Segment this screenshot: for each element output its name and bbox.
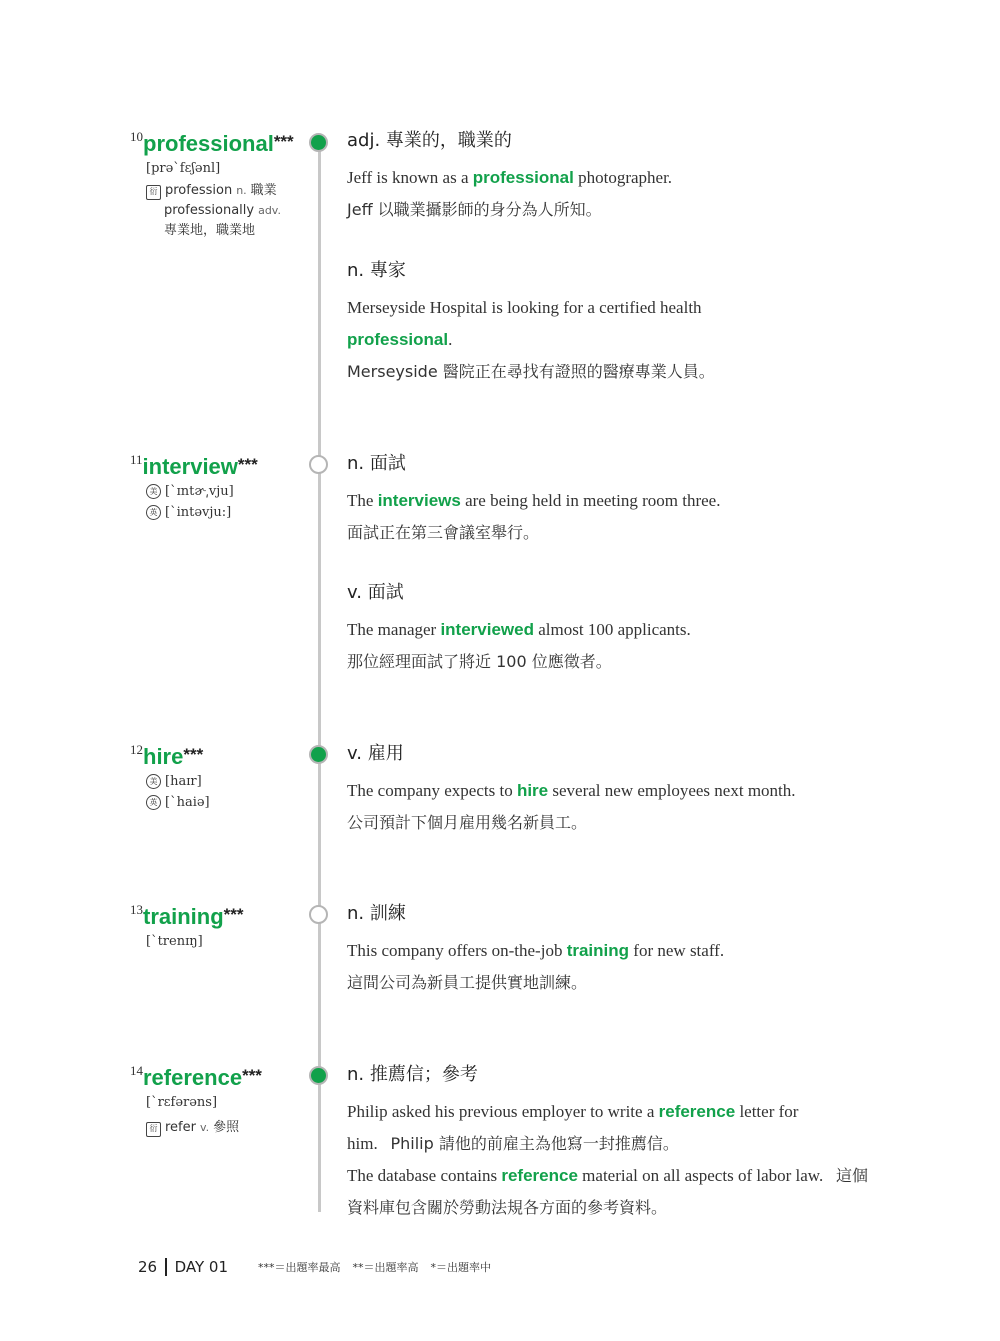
- headword: [130, 903, 315, 928]
- us-marker-icon: 美: [146, 774, 161, 789]
- frequency-stars: ***: [242, 1066, 262, 1085]
- example-translation: 公司預計下個月雇用幾名新員工。: [347, 813, 588, 832]
- derivative-marker-icon: 衍: [146, 185, 161, 200]
- headword-text: hire: [143, 744, 184, 769]
- derivative-pos: v.: [199, 1121, 210, 1134]
- derivative-marker-icon: 衍: [146, 1122, 161, 1137]
- derivative-pos: adv.: [258, 204, 281, 217]
- sense-block: [347, 582, 887, 678]
- derivatives: [146, 1118, 315, 1138]
- example-translation: 那位經理面試了將近 100 位應徵者。: [347, 652, 612, 671]
- entry-number: 13: [130, 902, 143, 917]
- derivative-word: professionally: [164, 203, 255, 218]
- example-sentence: Philip asked his previous employer to write a reference letter for him. Philip 請他的前雇主為他寫一封推薦信。: [347, 1102, 799, 1153]
- uk-marker-icon: 英: [146, 505, 161, 520]
- sense-block: [347, 903, 887, 999]
- derivative-row: [146, 221, 315, 241]
- highlighted-word: training: [566, 941, 630, 960]
- example-translation: Merseyside 醫院正在尋找有證照的醫療專業人員。: [347, 362, 715, 381]
- headword: [130, 453, 315, 478]
- pronunciation-uk: [146, 795, 315, 810]
- ipa-uk: [`haiə]: [165, 795, 210, 810]
- sense-pos: v. 雇用: [347, 743, 404, 764]
- sense-block: [347, 453, 887, 549]
- pronunciation-us: [146, 774, 315, 789]
- example-sentence: The manager interviewed almost 100 applicants.: [347, 620, 691, 639]
- example-translation: 這間公司為新員工提供實地訓練。: [347, 973, 588, 992]
- frequency-legend: **＝出題率高: [352, 1261, 419, 1274]
- sense-block: [347, 743, 887, 839]
- derivative-word: profession: [165, 183, 233, 198]
- uk-marker-icon: 英: [146, 795, 161, 810]
- pronunciation: [146, 161, 315, 176]
- sense-pos: n. 專家: [347, 260, 406, 281]
- example-translation: Jeff 以職業攝影師的身分為人所知。: [347, 200, 602, 219]
- highlighted-word: professional: [472, 168, 574, 187]
- highlighted-word: interviews: [377, 491, 461, 510]
- pronunciation: [146, 934, 315, 949]
- frequency-stars: ***: [237, 455, 258, 474]
- sense-block: [347, 260, 887, 388]
- page-footer: [138, 1258, 503, 1276]
- headword: [130, 1064, 315, 1089]
- sense-pos: adj. 專業的，職業的: [347, 130, 512, 151]
- entry-number: 10: [130, 129, 143, 144]
- example-sentence: This company offers on-the-job training for new staff.: [347, 941, 725, 960]
- example-translation: 這個資料庫包含關於勞動法規各方面的參考資料。: [347, 1166, 868, 1217]
- entry-number: 14: [130, 1063, 143, 1078]
- ipa-us: [haɪr]: [165, 774, 202, 789]
- entry-number: 11: [130, 452, 143, 467]
- ipa-uk: [`intəvju:]: [165, 505, 232, 520]
- sense-pos: n. 推薦信；參考: [347, 1064, 478, 1085]
- derivative-word: refer: [165, 1120, 196, 1135]
- pronunciation: [146, 1095, 315, 1110]
- example-translation: 面試正在第三會議室舉行。: [347, 523, 540, 542]
- footer-divider: [165, 1258, 167, 1276]
- pronunciation-uk: [146, 505, 315, 520]
- headword: [130, 130, 315, 155]
- day-label: DAY 01: [174, 1258, 228, 1276]
- us-marker-icon: 美: [146, 484, 161, 499]
- entry-professional-head: [130, 130, 315, 241]
- derivative-row: [146, 181, 315, 201]
- derivative-row: [146, 1118, 315, 1138]
- entry-training-head: [130, 903, 315, 949]
- example-sentence: Jeff is known as a professional photographer.: [347, 168, 673, 187]
- entry-reference-head: [130, 1064, 315, 1138]
- sense-block: [347, 130, 887, 226]
- highlighted-word: reference: [501, 1166, 578, 1185]
- derivative-meaning: 職業: [250, 183, 277, 198]
- headword-text: reference: [143, 1065, 243, 1090]
- derivative-pos: n.: [236, 184, 247, 197]
- entry-interview-head: [130, 453, 315, 520]
- ipa: [prə`fɛʃənl]: [146, 161, 221, 176]
- ipa: [`rɛfərəns]: [146, 1095, 218, 1110]
- example-sentence: The interviews are being held in meeting room three.: [347, 491, 721, 510]
- highlighted-word: reference: [658, 1102, 736, 1121]
- highlighted-word: professional: [347, 330, 449, 349]
- derivative-row: [146, 201, 315, 221]
- frequency-legend: *＝出題率中: [430, 1261, 491, 1274]
- sense-pos: n. 面試: [347, 453, 406, 474]
- example-sentence: The company expects to hire several new employees next month.: [347, 781, 796, 800]
- frequency-legend: ***＝出題率最高: [258, 1261, 341, 1274]
- ipa-us: [`ɪntɚ͵vju]: [165, 484, 234, 499]
- entry-hire-head: [130, 743, 315, 810]
- sense-pos: v. 面試: [347, 582, 404, 603]
- sense-block: [347, 1064, 872, 1224]
- highlighted-word: hire: [516, 781, 549, 800]
- derivative-meaning: 參照: [213, 1120, 240, 1135]
- page-number: 26: [138, 1258, 158, 1276]
- headword-text: interview: [142, 454, 238, 479]
- timeline-line: [318, 142, 321, 1212]
- ipa: [`trenɪŋ]: [146, 934, 203, 949]
- headword-text: professional: [143, 131, 274, 156]
- example-translation: Philip 請他的前雇主為他寫一封推薦信。: [390, 1134, 679, 1153]
- frequency-stars: ***: [183, 745, 204, 764]
- example-sentence: The database contains reference material on all aspects of labor law. 這個資料庫包含關於勞動法規各方面的參考資料。: [347, 1166, 868, 1217]
- highlighted-word: interviewed: [440, 620, 534, 639]
- frequency-stars: ***: [273, 132, 294, 151]
- example-sentence: Merseyside Hospital is looking for a certified health professional.: [347, 298, 702, 349]
- headword-text: training: [143, 904, 224, 929]
- derivative-meaning: 專業地，職業地: [164, 223, 256, 238]
- derivatives: [146, 181, 315, 241]
- pronunciation-us: [146, 484, 315, 499]
- frequency-stars: ***: [223, 905, 244, 924]
- headword: [130, 743, 315, 768]
- entry-number: 12: [130, 742, 143, 757]
- sense-pos: n. 訓練: [347, 903, 406, 924]
